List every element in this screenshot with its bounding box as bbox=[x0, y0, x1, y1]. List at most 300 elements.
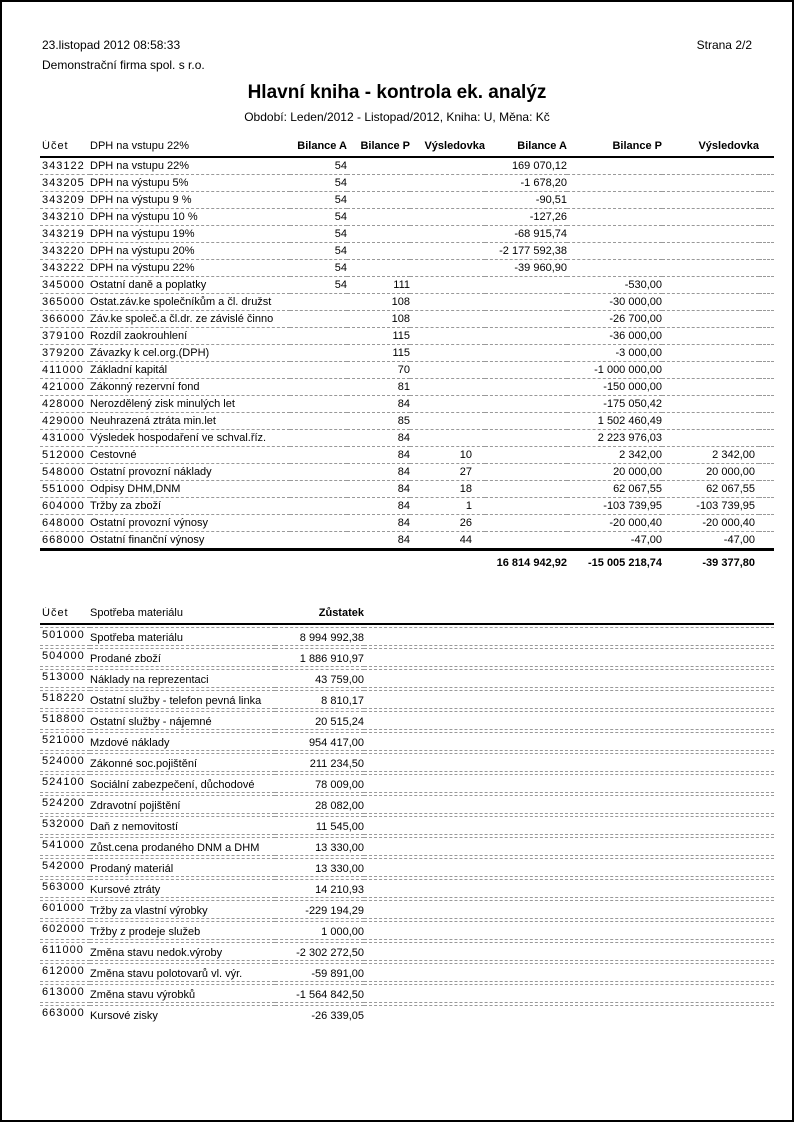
account-name-cell: Základní kapitál bbox=[90, 362, 290, 379]
bilance-p-ref-cell bbox=[347, 175, 410, 192]
table-row bbox=[40, 732, 774, 751]
vysledovka-amount-cell bbox=[662, 226, 759, 243]
totals-empty bbox=[347, 550, 410, 572]
bilance-a-amount-cell bbox=[485, 413, 567, 430]
account-cell: 601000 bbox=[40, 900, 90, 919]
company-name: Demonstrační firma spol. s r.o. bbox=[42, 58, 205, 72]
bilance-p-amount-cell bbox=[567, 260, 662, 277]
bilance-p-ref-cell: 108 bbox=[347, 311, 410, 328]
bilance-a-amount-cell: -127,26 bbox=[485, 209, 567, 226]
account-name-cell: Zákonný rezervní fond bbox=[90, 379, 290, 396]
filler-cell bbox=[759, 175, 774, 192]
account-name-cell: Cestovné bbox=[90, 447, 290, 464]
col-header-bilance-p: Bilance P bbox=[567, 140, 662, 157]
account-cell: 602000 bbox=[40, 921, 90, 940]
bilance-p-amount-cell: -47,00 bbox=[567, 532, 662, 550]
bilance-p-amount-cell bbox=[567, 192, 662, 209]
filler-cell bbox=[364, 963, 774, 982]
zustatek-amount-cell: -1 564 842,50 bbox=[275, 984, 364, 1003]
vysledovka-ref-cell: 44 bbox=[410, 532, 485, 550]
filler-cell bbox=[759, 532, 774, 550]
col-header-ucet: Účet bbox=[40, 140, 90, 157]
table-row bbox=[40, 711, 774, 730]
vysledovka-amount-cell bbox=[662, 260, 759, 277]
bilance-a-ref-cell: 54 bbox=[290, 260, 347, 277]
filler-cell bbox=[364, 816, 774, 835]
bilance-p-amount-cell: 2 223 976,03 bbox=[567, 430, 662, 447]
bilance-a-amount-cell bbox=[485, 379, 567, 396]
account-cell: 668000 bbox=[40, 532, 90, 550]
bilance-p-amount-cell bbox=[567, 157, 662, 175]
print-datetime: 23.listopad 2012 08:58:33 bbox=[42, 38, 181, 52]
bilance-p-ref-cell: 115 bbox=[347, 328, 410, 345]
bilance-a-ref-cell bbox=[290, 328, 347, 345]
bilance-a-amount-cell bbox=[485, 481, 567, 498]
account-name-cell: Zákonné soc.pojištění bbox=[90, 753, 275, 772]
totals-empty bbox=[40, 550, 90, 572]
account-cell: 524000 bbox=[40, 753, 90, 772]
account-name-cell: Odpisy DHM,DNM bbox=[90, 481, 290, 498]
filler-cell bbox=[364, 795, 774, 814]
bilance-a-ref-cell bbox=[290, 311, 347, 328]
vysledovka-ref-cell bbox=[410, 209, 485, 226]
table-row bbox=[40, 498, 774, 515]
col-header-filler bbox=[759, 140, 774, 157]
filler-cell bbox=[759, 157, 774, 175]
account-cell: 343219 bbox=[40, 226, 90, 243]
bilance-p-ref-cell bbox=[347, 209, 410, 226]
report-header bbox=[2, 2, 792, 124]
vysledovka-amount-cell: 20 000,00 bbox=[662, 464, 759, 481]
filler-cell bbox=[364, 879, 774, 898]
vysledovka-ref-cell: 27 bbox=[410, 464, 485, 481]
bilance-p-ref-cell: 111 bbox=[347, 277, 410, 294]
table-row bbox=[40, 226, 774, 243]
account-name-cell: Rozdíl zaokrouhlení bbox=[90, 328, 290, 345]
filler-cell bbox=[759, 243, 774, 260]
bilance-a-ref-cell bbox=[290, 413, 347, 430]
bilance-p-amount-cell: 1 502 460,49 bbox=[567, 413, 662, 430]
bilance-p-amount-cell: -26 700,00 bbox=[567, 311, 662, 328]
vysledovka-amount-cell bbox=[662, 328, 759, 345]
vysledovka-ref-cell bbox=[410, 362, 485, 379]
bilance-a-ref-cell: 54 bbox=[290, 277, 347, 294]
zustatek-amount-cell: 1 000,00 bbox=[275, 921, 364, 940]
account-name-cell: Tržby za vlastní výrobky bbox=[90, 900, 275, 919]
bilance-p-amount-cell: -530,00 bbox=[567, 277, 662, 294]
vysledovka-amount-cell bbox=[662, 396, 759, 413]
vysledovka-ref-cell bbox=[410, 379, 485, 396]
account-cell: 366000 bbox=[40, 311, 90, 328]
account-cell: 613000 bbox=[40, 984, 90, 1003]
vysledovka-amount-cell bbox=[662, 243, 759, 260]
table-row bbox=[40, 515, 774, 532]
account-cell: 532000 bbox=[40, 816, 90, 835]
account-cell: 551000 bbox=[40, 481, 90, 498]
table-row bbox=[40, 396, 774, 413]
total-bilance-a: 16 814 942,92 bbox=[485, 550, 567, 572]
vysledovka-amount-cell bbox=[662, 345, 759, 362]
account-name-cell: DPH na výstupu 10 % bbox=[90, 209, 290, 226]
bilance-p-ref-cell: 84 bbox=[347, 430, 410, 447]
bilance-a-amount-cell bbox=[485, 311, 567, 328]
col-header-filler bbox=[364, 607, 774, 625]
table-row bbox=[40, 648, 774, 667]
bilance-p-ref-cell: 115 bbox=[347, 345, 410, 362]
account-cell: 343210 bbox=[40, 209, 90, 226]
filler-cell bbox=[364, 984, 774, 1003]
filler-cell bbox=[364, 669, 774, 688]
table-row bbox=[40, 690, 774, 709]
bilance-p-amount-cell: -103 739,95 bbox=[567, 498, 662, 515]
filler-cell bbox=[364, 900, 774, 919]
account-cell: 345000 bbox=[40, 277, 90, 294]
account-name-cell: Výsledek hospodaření ve schval.říz. bbox=[90, 430, 290, 447]
col-header-bilance-p-ref: Bilance P bbox=[347, 140, 410, 157]
bilance-a-amount-cell bbox=[485, 277, 567, 294]
account-name-cell: Tržby za zboží bbox=[90, 498, 290, 515]
account-cell: 518220 bbox=[40, 690, 90, 709]
account-name-cell: Nerozdělený zisk minulých let bbox=[90, 396, 290, 413]
account-cell: 504000 bbox=[40, 648, 90, 667]
table-row bbox=[40, 277, 774, 294]
table-row bbox=[40, 984, 774, 1003]
bilance-a-amount-cell bbox=[485, 362, 567, 379]
vysledovka-ref-cell bbox=[410, 243, 485, 260]
filler-cell bbox=[759, 294, 774, 311]
bilance-p-amount-cell bbox=[567, 226, 662, 243]
table-row bbox=[40, 157, 774, 175]
bilance-a-amount-cell bbox=[485, 447, 567, 464]
vysledovka-amount-cell bbox=[662, 430, 759, 447]
report-title: Hlavní kniha - kontrola ek. analýz bbox=[247, 82, 547, 103]
account-name-cell: Tržby z prodeje služeb bbox=[90, 921, 275, 940]
account-cell: 612000 bbox=[40, 963, 90, 982]
vysledovka-amount-cell bbox=[662, 175, 759, 192]
bilance-p-amount-cell: 20 000,00 bbox=[567, 464, 662, 481]
table-row bbox=[40, 942, 774, 961]
account-name-cell: DPH na výstupu 22% bbox=[90, 260, 290, 277]
vysledovka-ref-cell: 10 bbox=[410, 447, 485, 464]
bilance-a-ref-cell bbox=[290, 481, 347, 498]
bilance-p-amount-cell: -36 000,00 bbox=[567, 328, 662, 345]
col-header-vysledovka: Výsledovka bbox=[662, 140, 759, 157]
vysledovka-ref-cell: 18 bbox=[410, 481, 485, 498]
bilance-a-amount-cell bbox=[485, 464, 567, 481]
filler-cell bbox=[759, 311, 774, 328]
table-row bbox=[40, 900, 774, 919]
vysledovka-amount-cell bbox=[662, 192, 759, 209]
account-cell: 428000 bbox=[40, 396, 90, 413]
account-name-cell: Spotřeba materiálu bbox=[90, 627, 275, 646]
account-name-cell: DPH na vstupu 22% bbox=[90, 157, 290, 175]
filler-cell bbox=[759, 260, 774, 277]
filler-cell bbox=[759, 396, 774, 413]
bilance-a-ref-cell bbox=[290, 379, 347, 396]
table-row bbox=[40, 858, 774, 877]
zustatek-amount-cell: 8 810,17 bbox=[275, 690, 364, 709]
filler-cell bbox=[364, 627, 774, 646]
account-cell: 524100 bbox=[40, 774, 90, 793]
filler-cell bbox=[759, 447, 774, 464]
account-cell: 541000 bbox=[40, 837, 90, 856]
bilance-a-ref-cell bbox=[290, 447, 347, 464]
account-name-cell: Změna stavu polotovarů vl. výr. bbox=[90, 963, 275, 982]
account-name-cell: Ostat.záv.ke společníkům a čl. družst bbox=[90, 294, 290, 311]
filler-cell bbox=[364, 711, 774, 730]
zustatek-amount-cell: 1 886 910,97 bbox=[275, 648, 364, 667]
bilance-p-amount-cell: -30 000,00 bbox=[567, 294, 662, 311]
bilance-a-ref-cell bbox=[290, 515, 347, 532]
vysledovka-ref-cell bbox=[410, 294, 485, 311]
account-cell: 563000 bbox=[40, 879, 90, 898]
account-cell: 648000 bbox=[40, 515, 90, 532]
bilance-a-amount-cell: -90,51 bbox=[485, 192, 567, 209]
bilance-a-ref-cell: 54 bbox=[290, 226, 347, 243]
zustatek-amount-cell: -26 339,05 bbox=[275, 1005, 364, 1023]
bilance-p-amount-cell: -3 000,00 bbox=[567, 345, 662, 362]
bilance-p-amount-cell bbox=[567, 209, 662, 226]
account-cell: 611000 bbox=[40, 942, 90, 961]
bilance-p-ref-cell: 81 bbox=[347, 379, 410, 396]
bilance-a-ref-cell bbox=[290, 430, 347, 447]
account-name-cell: DPH na výstupu 5% bbox=[90, 175, 290, 192]
table-row bbox=[40, 294, 774, 311]
account-cell: 343220 bbox=[40, 243, 90, 260]
account-name-cell: Zdravotní pojištění bbox=[90, 795, 275, 814]
table-row bbox=[40, 481, 774, 498]
zustatek-amount-cell: 13 330,00 bbox=[275, 858, 364, 877]
vysledovka-ref-cell bbox=[410, 260, 485, 277]
vysledovka-ref-cell: 1 bbox=[410, 498, 485, 515]
account-cell: 429000 bbox=[40, 413, 90, 430]
vysledovka-ref-cell: 26 bbox=[410, 515, 485, 532]
account-name-cell: Ostatní služby - telefon pevná linka bbox=[90, 690, 275, 709]
account-cell: 604000 bbox=[40, 498, 90, 515]
account-cell: 343122 bbox=[40, 157, 90, 175]
zustatek-amount-cell: -2 302 272,50 bbox=[275, 942, 364, 961]
bilance-a-amount-cell bbox=[485, 532, 567, 550]
table-row bbox=[40, 627, 774, 646]
col-header-group-name: Spotřeba materiálu bbox=[90, 607, 275, 625]
bilance-a-ref-cell bbox=[290, 362, 347, 379]
filler-cell bbox=[364, 753, 774, 772]
filler-cell bbox=[759, 362, 774, 379]
account-cell: 379100 bbox=[40, 328, 90, 345]
account-name-cell: Mzdové náklady bbox=[90, 732, 275, 751]
account-name-cell: DPH na výstupu 9 % bbox=[90, 192, 290, 209]
vysledovka-ref-cell bbox=[410, 328, 485, 345]
vysledovka-amount-cell bbox=[662, 379, 759, 396]
bilance-p-ref-cell bbox=[347, 260, 410, 277]
table-row bbox=[40, 243, 774, 260]
total-vysledovka: -39 377,80 bbox=[662, 550, 759, 572]
bilance-p-amount-cell: -20 000,40 bbox=[567, 515, 662, 532]
col-header-vysledovka-ref: Výsledovka bbox=[410, 140, 485, 157]
table-row bbox=[40, 774, 774, 793]
filler-cell bbox=[759, 209, 774, 226]
page-number: Strana 2/2 bbox=[696, 38, 752, 52]
vysledovka-amount-cell bbox=[662, 209, 759, 226]
balance-table-body bbox=[40, 627, 774, 1023]
bilance-p-ref-cell: 84 bbox=[347, 481, 410, 498]
bilance-p-amount-cell: -1 000 000,00 bbox=[567, 362, 662, 379]
bilance-a-ref-cell bbox=[290, 532, 347, 550]
bilance-p-ref-cell: 85 bbox=[347, 413, 410, 430]
table-row bbox=[40, 175, 774, 192]
col-header-zustatek: Zůstatek bbox=[275, 607, 364, 625]
bilance-p-ref-cell: 70 bbox=[347, 362, 410, 379]
vysledovka-ref-cell bbox=[410, 396, 485, 413]
bilance-p-amount-cell: 2 342,00 bbox=[567, 447, 662, 464]
zustatek-amount-cell: 43 759,00 bbox=[275, 669, 364, 688]
bilance-a-amount-cell bbox=[485, 345, 567, 362]
filler-cell bbox=[364, 1005, 774, 1023]
account-name-cell: DPH na výstupu 19% bbox=[90, 226, 290, 243]
filler-cell bbox=[364, 837, 774, 856]
account-cell: 512000 bbox=[40, 447, 90, 464]
table-row bbox=[40, 532, 774, 550]
total-bilance-p: -15 005 218,74 bbox=[567, 550, 662, 572]
account-cell: 548000 bbox=[40, 464, 90, 481]
zustatek-amount-cell: 28 082,00 bbox=[275, 795, 364, 814]
account-cell: 518800 bbox=[40, 711, 90, 730]
filler-cell bbox=[364, 942, 774, 961]
table-row bbox=[40, 753, 774, 772]
account-cell: 411000 bbox=[40, 362, 90, 379]
account-cell: 521000 bbox=[40, 732, 90, 751]
account-cell: 343209 bbox=[40, 192, 90, 209]
bilance-a-amount-cell: -2 177 592,38 bbox=[485, 243, 567, 260]
bilance-a-ref-cell: 54 bbox=[290, 209, 347, 226]
account-cell: 431000 bbox=[40, 430, 90, 447]
vysledovka-ref-cell bbox=[410, 430, 485, 447]
account-cell: 542000 bbox=[40, 858, 90, 877]
bilance-p-amount-cell bbox=[567, 243, 662, 260]
account-name-cell: Ostatní služby - nájemné bbox=[90, 711, 275, 730]
vysledovka-amount-cell bbox=[662, 277, 759, 294]
balance-table bbox=[40, 605, 774, 1025]
account-cell: 513000 bbox=[40, 669, 90, 688]
table-row bbox=[40, 1005, 774, 1023]
account-cell: 501000 bbox=[40, 627, 90, 646]
report-subtitle: Období: Leden/2012 - Listopad/2012, Kniha: U, Měna: Kč bbox=[244, 110, 550, 124]
ledger-header-row bbox=[40, 140, 774, 157]
table-row bbox=[40, 379, 774, 396]
table-row bbox=[40, 447, 774, 464]
vysledovka-ref-cell bbox=[410, 345, 485, 362]
vysledovka-amount-cell bbox=[662, 311, 759, 328]
vysledovka-amount-cell: -103 739,95 bbox=[662, 498, 759, 515]
account-cell: 663000 bbox=[40, 1005, 90, 1023]
filler-cell bbox=[364, 732, 774, 751]
col-header-bilance-a-ref: Bilance A bbox=[290, 140, 347, 157]
zustatek-amount-cell: 14 210,93 bbox=[275, 879, 364, 898]
account-name-cell: Ostatní provozní výnosy bbox=[90, 515, 290, 532]
account-name-cell: Náklady na reprezentaci bbox=[90, 669, 275, 688]
bilance-a-amount-cell: -1 678,20 bbox=[485, 175, 567, 192]
bilance-a-ref-cell: 54 bbox=[290, 175, 347, 192]
table-row bbox=[40, 345, 774, 362]
filler-cell bbox=[759, 277, 774, 294]
zustatek-amount-cell: 954 417,00 bbox=[275, 732, 364, 751]
bilance-a-ref-cell bbox=[290, 464, 347, 481]
bilance-a-ref-cell: 54 bbox=[290, 192, 347, 209]
totals-empty bbox=[90, 550, 290, 572]
filler-cell bbox=[364, 921, 774, 940]
table-row bbox=[40, 879, 774, 898]
bilance-p-ref-cell bbox=[347, 157, 410, 175]
filler-cell bbox=[759, 430, 774, 447]
account-name-cell: Ostatní finanční výnosy bbox=[90, 532, 290, 550]
bilance-p-ref-cell: 108 bbox=[347, 294, 410, 311]
bilance-p-ref-cell: 84 bbox=[347, 532, 410, 550]
vysledovka-amount-cell bbox=[662, 157, 759, 175]
filler-cell bbox=[759, 192, 774, 209]
account-cell: 343205 bbox=[40, 175, 90, 192]
bilance-a-amount-cell bbox=[485, 294, 567, 311]
table-row bbox=[40, 464, 774, 481]
table-row bbox=[40, 430, 774, 447]
account-name-cell: Zůst.cena prodaného DNM a DHM bbox=[90, 837, 275, 856]
vysledovka-ref-cell bbox=[410, 277, 485, 294]
vysledovka-amount-cell: -20 000,40 bbox=[662, 515, 759, 532]
vysledovka-amount-cell: 2 342,00 bbox=[662, 447, 759, 464]
table-row bbox=[40, 413, 774, 430]
table-row bbox=[40, 795, 774, 814]
account-name-cell: Prodaný materiál bbox=[90, 858, 275, 877]
account-name-cell: DPH na výstupu 20% bbox=[90, 243, 290, 260]
account-name-cell: Kursové ztráty bbox=[90, 879, 275, 898]
account-cell: 379200 bbox=[40, 345, 90, 362]
filler-cell bbox=[759, 515, 774, 532]
totals-empty bbox=[410, 550, 485, 572]
filler-cell bbox=[364, 774, 774, 793]
account-name-cell: Změna stavu nedok.výroby bbox=[90, 942, 275, 961]
vysledovka-amount-cell bbox=[662, 362, 759, 379]
filler-cell bbox=[759, 498, 774, 515]
filler-cell bbox=[759, 464, 774, 481]
table-row bbox=[40, 669, 774, 688]
bilance-a-amount-cell bbox=[485, 328, 567, 345]
bilance-a-ref-cell bbox=[290, 294, 347, 311]
zustatek-amount-cell: -59 891,00 bbox=[275, 963, 364, 982]
bilance-a-ref-cell: 54 bbox=[290, 243, 347, 260]
bilance-a-amount-cell: 169 070,12 bbox=[485, 157, 567, 175]
zustatek-amount-cell: 78 009,00 bbox=[275, 774, 364, 793]
totals-row bbox=[40, 550, 774, 572]
bilance-p-amount-cell: -175 050,42 bbox=[567, 396, 662, 413]
bilance-p-ref-cell: 84 bbox=[347, 515, 410, 532]
vysledovka-ref-cell bbox=[410, 157, 485, 175]
zustatek-amount-cell: 11 545,00 bbox=[275, 816, 364, 835]
vysledovka-ref-cell bbox=[410, 413, 485, 430]
account-cell: 421000 bbox=[40, 379, 90, 396]
bilance-a-ref-cell: 54 bbox=[290, 157, 347, 175]
bilance-p-ref-cell bbox=[347, 226, 410, 243]
table-row bbox=[40, 362, 774, 379]
account-name-cell: Neuhrazená ztráta min.let bbox=[90, 413, 290, 430]
filler-cell bbox=[759, 328, 774, 345]
table-row bbox=[40, 192, 774, 209]
filler-cell bbox=[759, 481, 774, 498]
account-cell: 365000 bbox=[40, 294, 90, 311]
zustatek-amount-cell: 20 515,24 bbox=[275, 711, 364, 730]
col-header-group-name: DPH na vstupu 22% bbox=[90, 140, 290, 157]
account-name-cell: Prodané zboží bbox=[90, 648, 275, 667]
account-cell: 343222 bbox=[40, 260, 90, 277]
bilance-p-ref-cell: 84 bbox=[347, 447, 410, 464]
